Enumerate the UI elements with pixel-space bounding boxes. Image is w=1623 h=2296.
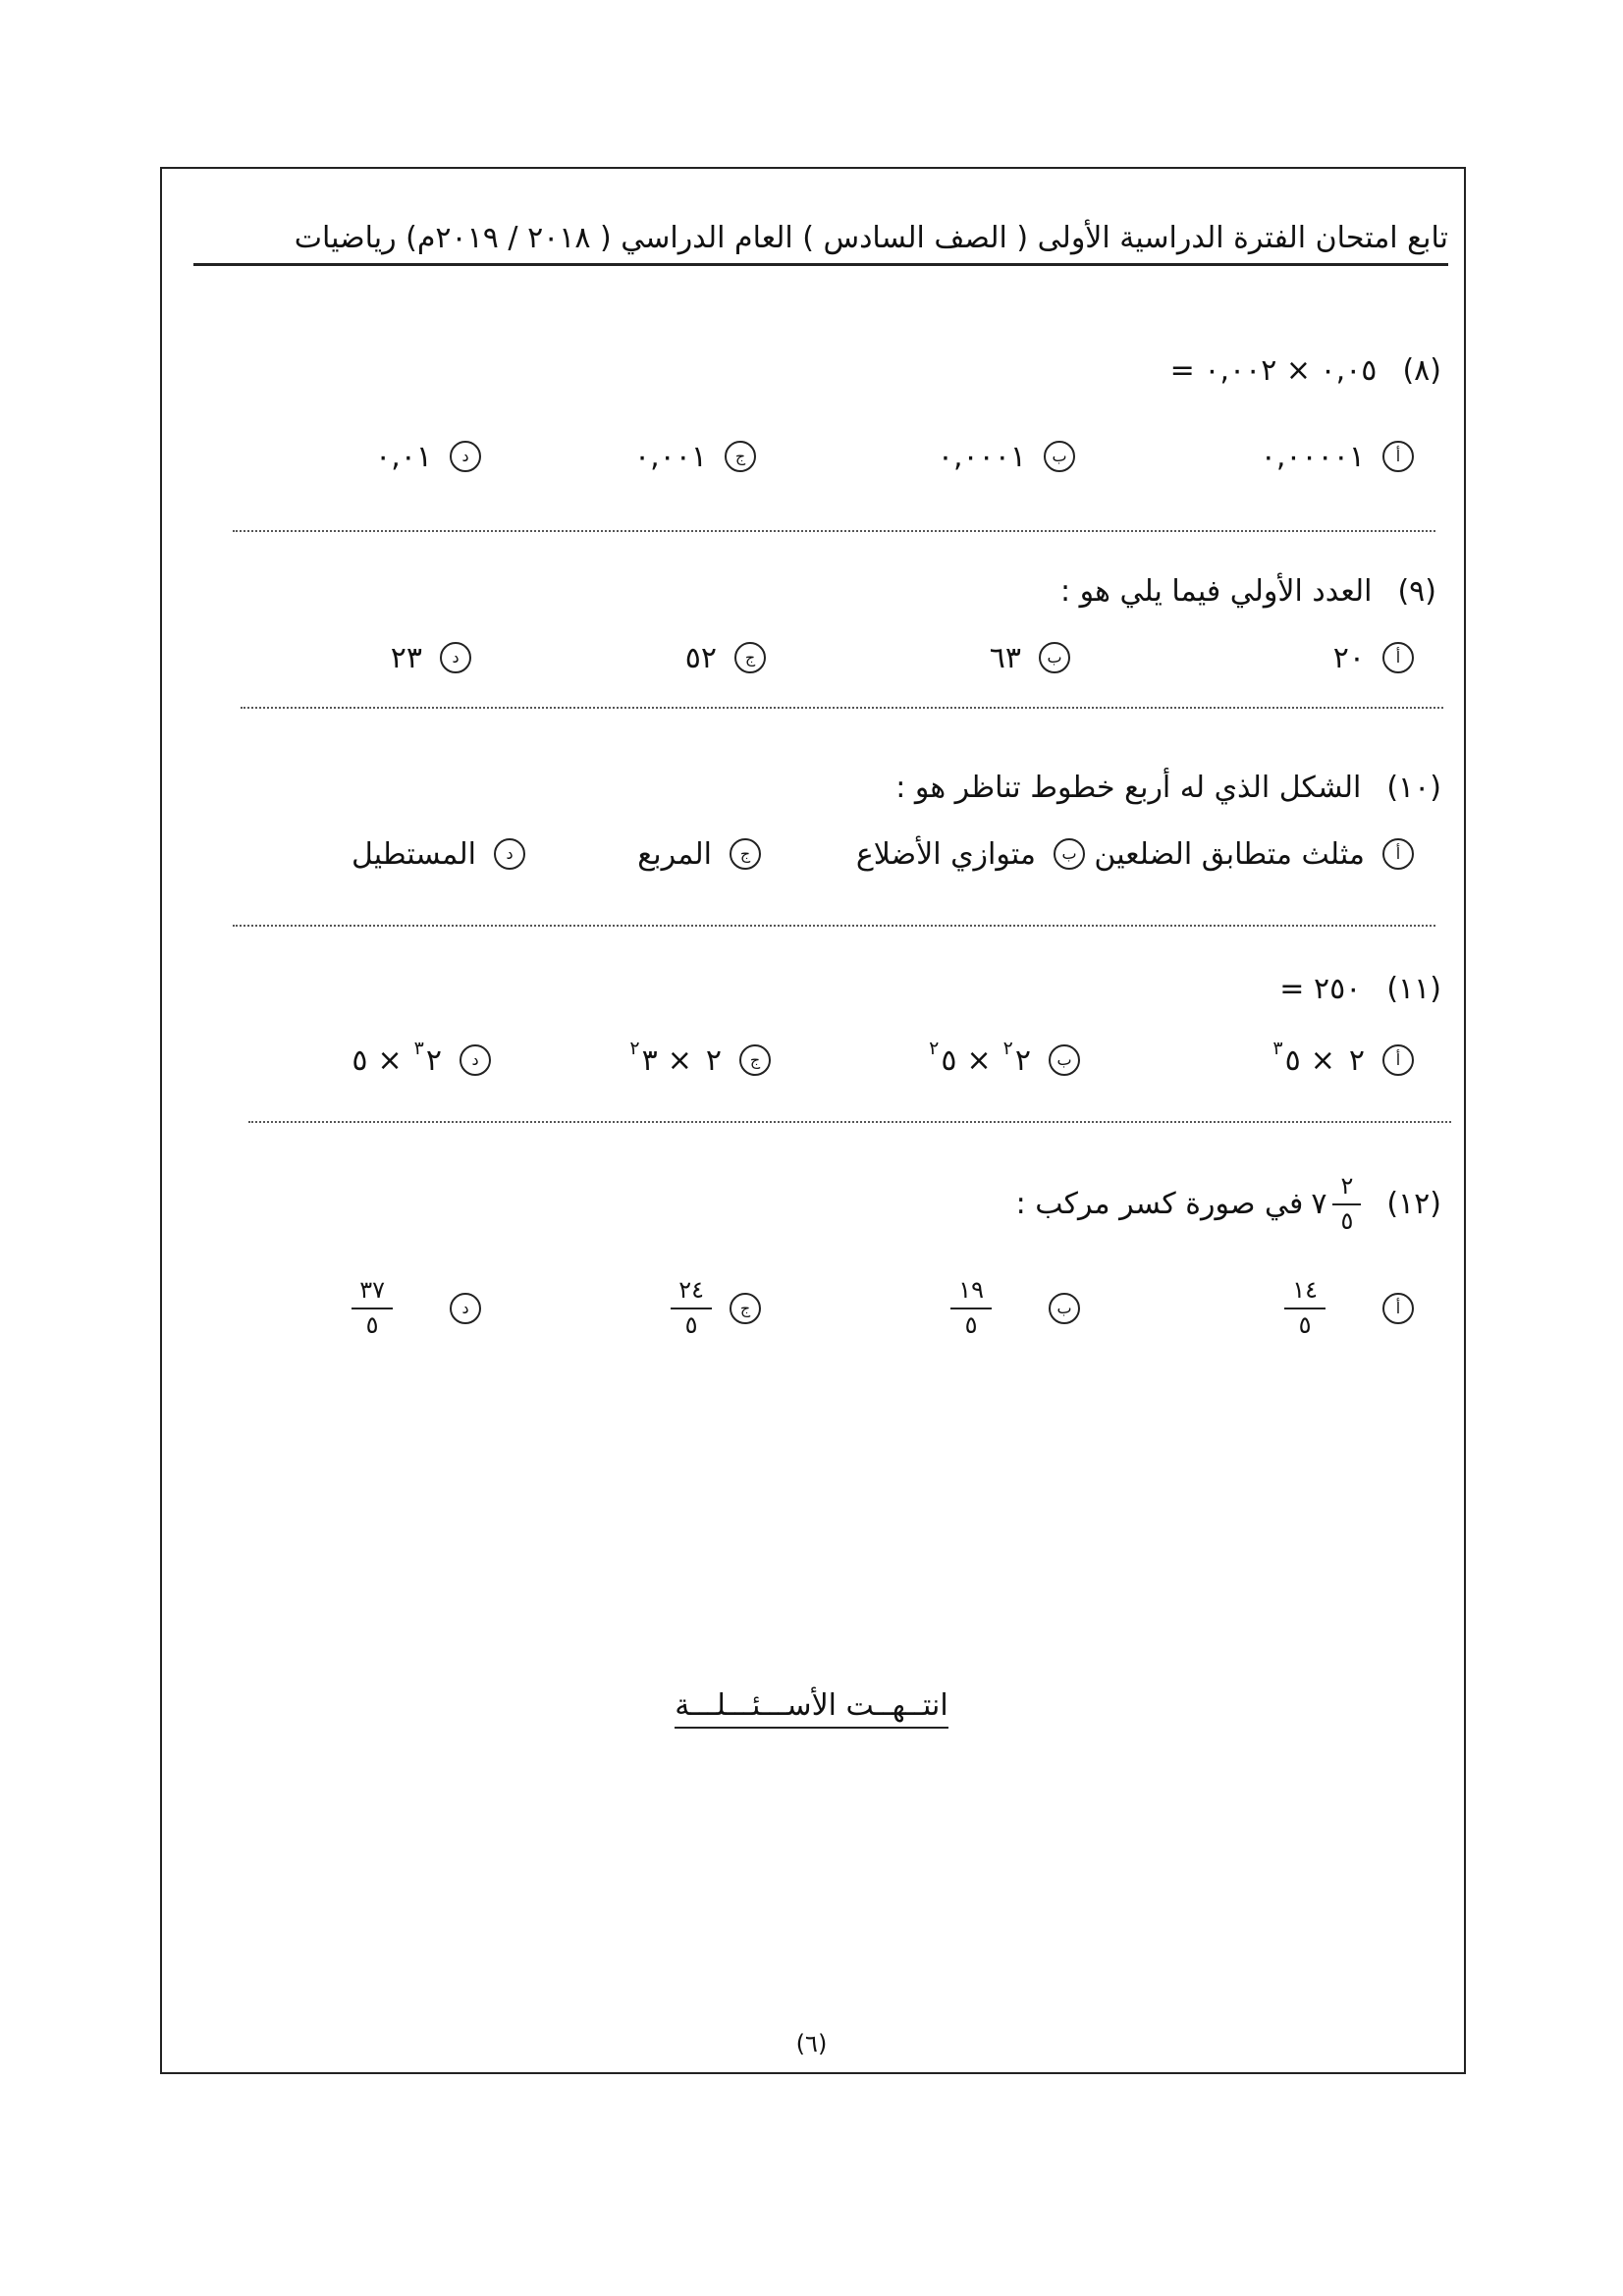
q11-option-b-base2: ٥: [941, 1042, 957, 1078]
q9-option-d-value: ٢٣: [390, 640, 422, 675]
q12-option-b-fraction: [950, 1277, 992, 1339]
option-d-marker: د: [460, 1044, 491, 1076]
q12-option-a-denominator: ٥: [1298, 1311, 1312, 1339]
question-9-number: (٩): [1397, 574, 1436, 609]
q11-option-a-base2: ٥: [1284, 1042, 1301, 1078]
q8-option-b[interactable]: [938, 427, 1075, 486]
option-a-marker: أ: [1382, 441, 1414, 472]
q10-option-b-value: متوازي الأضلاع: [855, 836, 1036, 872]
q9-option-c[interactable]: [685, 628, 766, 687]
q11-option-c[interactable]: ج ٢ × ٣ ٢: [627, 1031, 771, 1090]
q8-option-d[interactable]: [375, 427, 481, 486]
option-a-marker: أ: [1382, 1293, 1414, 1324]
q8-option-b-value: ٠,٠٠٠١: [937, 439, 1026, 474]
q11-option-a[interactable]: أ ٢ × ٥ ٣: [1271, 1031, 1414, 1090]
exam-header: تابع امتحان الفترة الدراسية الأولى ( الصف السادس ) العام الدراسي ( ٢٠١٨ / ٢٠١٩م) رياضيات: [294, 221, 1448, 255]
option-b-marker: ب: [1049, 1293, 1080, 1324]
option-d-marker: د: [450, 1293, 481, 1324]
q12-option-d-fraction: [352, 1277, 393, 1339]
q12-option-d-denominator: ٥: [365, 1311, 379, 1339]
separator-1: [233, 530, 1435, 532]
question-9: [1060, 574, 1436, 609]
question-11-options: [236, 1031, 1414, 1090]
option-b-marker: ب: [1039, 642, 1070, 673]
end-of-questions-text: انتــهــت الأســـئـــلـــة: [675, 1688, 947, 1729]
q11-option-b-base1: ٢: [1014, 1042, 1031, 1078]
q10-option-d[interactable]: [352, 825, 525, 883]
header-underline: [193, 263, 1448, 266]
q11-option-d[interactable]: د ٢ ٣ × ٥: [348, 1031, 491, 1090]
q10-option-a[interactable]: [1094, 825, 1414, 883]
q8-option-a[interactable]: [1261, 427, 1414, 486]
q11-option-c-base2: ٣: [641, 1042, 658, 1078]
option-c-marker: ج: [734, 642, 766, 673]
question-12-whole: ٧: [1311, 1187, 1327, 1222]
q12-option-b-numerator: ١٩: [950, 1277, 992, 1309]
q12-option-a-numerator: ١٤: [1284, 1277, 1325, 1309]
option-c-marker: ج: [730, 838, 761, 870]
q10-option-b[interactable]: [856, 825, 1085, 883]
q8-option-a-value: ٠,٠٠٠٠١: [1260, 439, 1365, 474]
q10-option-c-value: المربع: [637, 836, 712, 872]
separator-2: [241, 707, 1443, 709]
q9-option-b-value: ٦٣: [989, 640, 1021, 675]
q12-option-d-numerator: ٣٧: [352, 1277, 393, 1309]
q12-option-b[interactable]: [950, 1269, 1080, 1348]
option-d-marker: د: [450, 441, 481, 472]
q10-option-a-value: مثلث متطابق الضلعين: [1094, 836, 1365, 872]
q9-option-a[interactable]: [1333, 628, 1414, 687]
q11-option-d-base1: ٢: [425, 1042, 442, 1078]
q12-option-c-fraction: [671, 1277, 712, 1339]
question-8-number: (٨): [1402, 353, 1441, 388]
q12-option-a[interactable]: [1284, 1269, 1414, 1348]
option-d-marker: د: [494, 838, 525, 870]
question-10-options: [236, 825, 1414, 883]
question-12: [1016, 1173, 1441, 1235]
q11-option-d-base2: ٥: [352, 1042, 368, 1078]
option-c-marker: ج: [739, 1044, 771, 1076]
page-number: (٦): [795, 2030, 828, 2057]
option-a-marker: أ: [1382, 642, 1414, 673]
q11-option-c-base1: ٢: [705, 1042, 722, 1078]
q12-option-d[interactable]: [352, 1269, 481, 1348]
question-10-text: الشكل الذي له أربع خطوط تناظر هو :: [895, 771, 1362, 805]
question-12-fraction: [1332, 1173, 1361, 1235]
question-12-fraction-denominator: ٥: [1340, 1206, 1354, 1235]
question-8-options: [236, 427, 1414, 486]
q11-option-a-base1: ٢: [1348, 1042, 1365, 1078]
q11-option-b-exp2: ٢: [929, 1038, 940, 1059]
q11-option-b[interactable]: ب ٢ ٢ × ٥ ٢: [927, 1031, 1080, 1090]
separator-3: [233, 925, 1435, 927]
end-of-questions: [0, 1688, 1623, 1723]
q12-option-c-denominator: ٥: [684, 1311, 698, 1339]
q9-option-a-value: ٢٠: [1332, 640, 1365, 675]
q9-option-d[interactable]: [391, 628, 471, 687]
question-12-text: في صورة كسر مركب :: [1015, 1187, 1304, 1222]
option-c-marker: ج: [730, 1293, 761, 1324]
q12-option-c-numerator: ٢٤: [671, 1277, 712, 1309]
separator-4: [248, 1121, 1451, 1123]
option-c-marker: ج: [725, 441, 756, 472]
q8-option-c-value: ٠,٠٠١: [634, 439, 707, 474]
option-a-marker: أ: [1382, 838, 1414, 870]
question-8: [1170, 353, 1441, 388]
q10-option-d-value: المستطيل: [351, 836, 476, 872]
q8-option-d-value: ٠,٠١: [375, 439, 432, 474]
question-10-number: (١٠): [1386, 771, 1441, 805]
q11-option-b-exp1: ٢: [1002, 1038, 1013, 1059]
question-11: [1279, 972, 1441, 1006]
option-a-marker: أ: [1382, 1044, 1414, 1076]
option-b-marker: ب: [1054, 838, 1085, 870]
question-11-number: (١١): [1386, 972, 1441, 1006]
question-9-options: [236, 628, 1414, 687]
q11-option-c-exp2: ٢: [629, 1038, 640, 1059]
question-12-options: [236, 1269, 1414, 1348]
q9-option-c-value: ٥٢: [684, 640, 717, 675]
question-10: [895, 771, 1441, 805]
q12-option-a-fraction: [1284, 1277, 1325, 1339]
q12-option-c[interactable]: [671, 1269, 761, 1348]
question-9-text: العدد الأولي فيما يلي هو :: [1060, 574, 1373, 609]
q11-option-a-exp2: ٣: [1272, 1038, 1283, 1059]
question-8-text: ٠,٠٥ × ٠,٠٠٢ =: [1169, 353, 1378, 388]
q11-option-d-exp1: ٣: [413, 1038, 424, 1059]
question-11-text: ٢٥٠ =: [1279, 972, 1362, 1006]
q8-option-c[interactable]: [634, 427, 756, 486]
q12-option-b-denominator: ٥: [964, 1311, 978, 1339]
question-12-number: (١٢): [1386, 1187, 1441, 1222]
question-12-fraction-numerator: ٢: [1332, 1173, 1361, 1205]
option-d-marker: د: [440, 642, 471, 673]
option-b-marker: ب: [1049, 1044, 1080, 1076]
q9-option-b[interactable]: [990, 628, 1070, 687]
q10-option-c[interactable]: [637, 825, 761, 883]
option-b-marker: ب: [1044, 441, 1075, 472]
